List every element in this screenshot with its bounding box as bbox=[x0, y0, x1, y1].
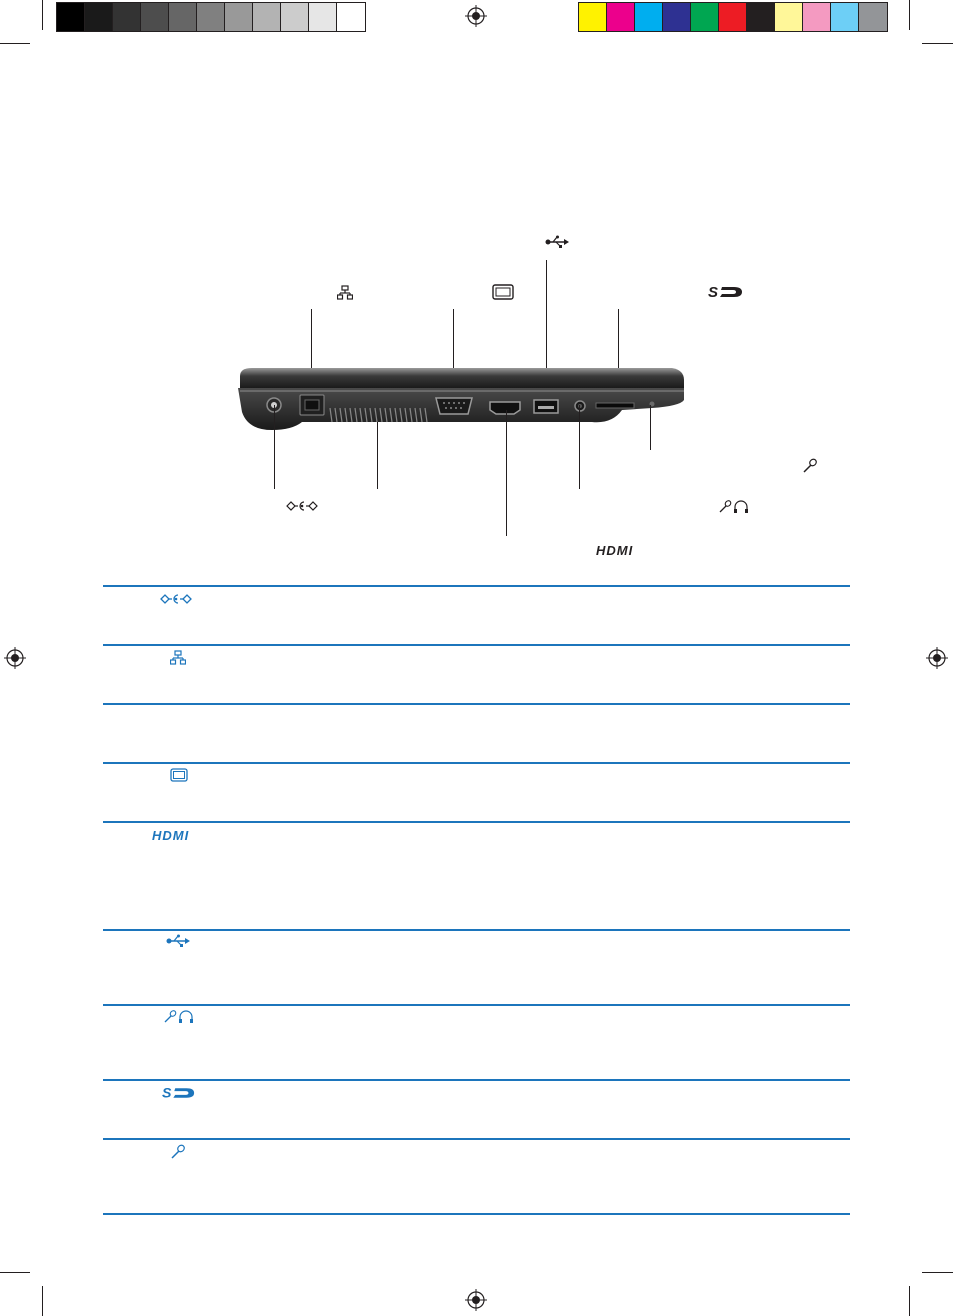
laptop-side-view bbox=[232, 362, 688, 436]
table-rule bbox=[103, 1079, 850, 1081]
table-rule bbox=[103, 703, 850, 705]
sd-callout-icon bbox=[708, 284, 744, 300]
color-swatch bbox=[57, 3, 85, 31]
color-swatch bbox=[281, 3, 309, 31]
table-rule bbox=[103, 1138, 850, 1140]
crop-mark bbox=[0, 1272, 30, 1273]
table-rule bbox=[103, 1004, 850, 1006]
registration-mark-icon bbox=[465, 5, 487, 27]
table-row bbox=[160, 710, 200, 726]
display-callout-icon bbox=[492, 284, 514, 300]
headphone-mic-jack-icon bbox=[163, 1010, 193, 1024]
hdmi-callout-label: HDMI bbox=[596, 543, 634, 558]
power-leader-line bbox=[274, 405, 275, 489]
color-swatch bbox=[691, 3, 719, 31]
color-swatch bbox=[253, 3, 281, 31]
display-output-icon bbox=[170, 768, 188, 782]
table-rule bbox=[103, 644, 850, 646]
audio-leader-line bbox=[579, 405, 580, 489]
color-swatch bbox=[113, 3, 141, 31]
crop-mark bbox=[909, 1286, 910, 1316]
registration-mark-icon bbox=[465, 1289, 487, 1311]
color-swatch bbox=[579, 3, 607, 31]
color-swatch bbox=[803, 3, 831, 31]
gray-swatch-bar bbox=[56, 2, 366, 32]
table-rule bbox=[103, 762, 850, 764]
color-swatch bbox=[635, 3, 663, 31]
usb-callout-icon bbox=[545, 235, 569, 249]
color-swatch-bar bbox=[578, 2, 888, 32]
color-swatch bbox=[169, 3, 197, 31]
table-rule bbox=[103, 929, 850, 931]
svg-text:S: S bbox=[708, 284, 719, 300]
table-rule bbox=[103, 821, 850, 823]
table-rule bbox=[103, 585, 850, 587]
svg-text:S: S bbox=[162, 1085, 172, 1101]
microphone-callout-icon bbox=[802, 458, 818, 474]
microphone-icon bbox=[170, 1144, 186, 1160]
color-swatch bbox=[859, 3, 887, 31]
lan-callout-icon bbox=[337, 285, 353, 301]
registration-mark-icon bbox=[926, 647, 948, 669]
crop-mark bbox=[909, 0, 910, 30]
table-row bbox=[162, 1085, 196, 1106]
crop-mark bbox=[922, 1272, 953, 1273]
crop-mark bbox=[922, 43, 953, 44]
color-swatch bbox=[663, 3, 691, 31]
audio-jack-callout-icon bbox=[718, 500, 748, 514]
table-row bbox=[163, 1010, 193, 1029]
sd-card-slot-icon bbox=[162, 1085, 196, 1101]
color-swatch bbox=[775, 3, 803, 31]
crop-mark bbox=[0, 43, 30, 44]
hdmi-port-icon: HDMI bbox=[152, 828, 190, 843]
power-input-icon bbox=[160, 593, 192, 605]
color-swatch bbox=[831, 3, 859, 31]
crop-mark bbox=[42, 1286, 43, 1316]
registration-mark-icon bbox=[4, 647, 26, 669]
color-swatch bbox=[141, 3, 169, 31]
table-rule bbox=[103, 1213, 850, 1215]
crop-mark bbox=[42, 0, 43, 30]
table-row bbox=[166, 934, 190, 953]
vent-leader-line bbox=[377, 422, 378, 489]
table-row bbox=[170, 768, 188, 787]
table-row bbox=[170, 1144, 186, 1165]
mic-leader-line bbox=[650, 405, 651, 450]
color-swatch bbox=[337, 3, 365, 31]
lan-port-icon bbox=[170, 650, 186, 666]
color-swatch bbox=[747, 3, 775, 31]
color-swatch bbox=[197, 3, 225, 31]
table-row bbox=[170, 650, 186, 671]
hdmi-leader-line bbox=[506, 410, 507, 536]
table-row bbox=[160, 592, 192, 610]
usb-port-icon bbox=[166, 934, 190, 948]
color-swatch bbox=[225, 3, 253, 31]
power-callout-icon bbox=[286, 500, 318, 512]
color-swatch bbox=[719, 3, 747, 31]
color-swatch bbox=[607, 3, 635, 31]
color-swatch bbox=[309, 3, 337, 31]
color-swatch bbox=[85, 3, 113, 31]
